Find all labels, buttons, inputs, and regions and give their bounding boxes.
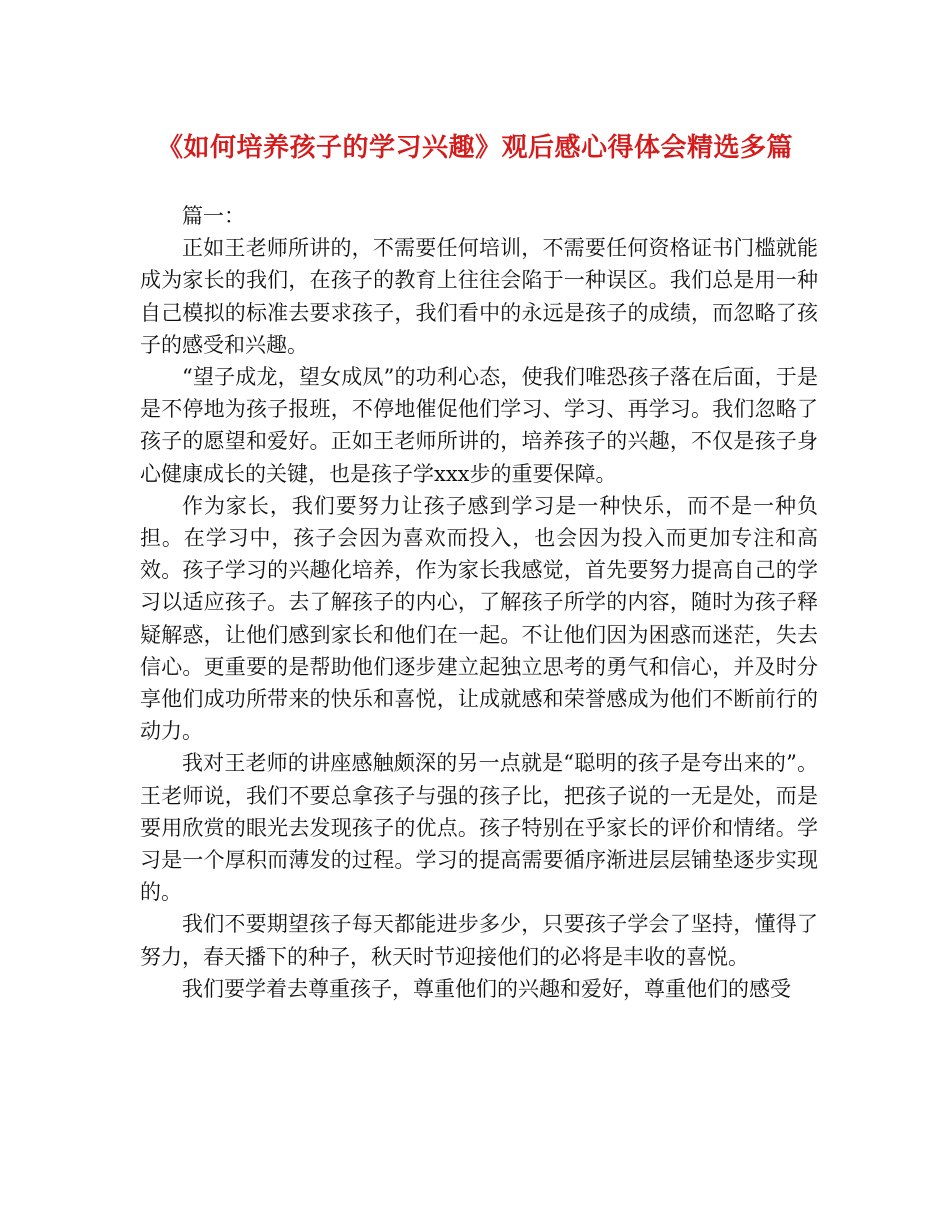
paragraph-6: 我们要学着去尊重孩子，尊重他们的兴趣和爱好，尊重他们的感受: [182, 976, 791, 1001]
document-body: [140, 200, 818, 1005]
paragraph-5: 我们不要期望孩子每天都能进步多少，只要孩子学会了坚持，懂得了努力，春天播下的种子，秋天时节迎接他们的必将是丰收的喜悦。: [140, 912, 818, 969]
document-title: 《如何培养孩子的学习兴趣》观后感心得体会精选多篇: [156, 133, 793, 163]
paragraph-4: 我对王老师的讲座感触颇深的另一点就是“聪明的孩子是夸出来的”。王老师说，我们不要总拿孩子与强的孩子比，把孩子说的一无是处，而是要用欣赏的眼光去发现孩子的优点。孩子特别在乎家长的评价和情绪。学习是一个厚积而薄发的过程。学习的提高需要循序渐进层层铺垫逐步实现的。: [140, 751, 818, 905]
paragraph-2: “望子成龙，望女成凤”的功利心态，使我们唯恐孩子落在后面，于是是不停地为孩子报班，不停地催促他们学习、学习、再学习。我们忽略了孩子的愿望和爱好。正如王老师所讲的，培养孩子的兴趣，不仅是孩子身心健康成长的关键，也是孩子学xxx步的重要保障。: [140, 365, 818, 486]
paragraph-3: 作为家长，我们要努力让孩子感到学习是一种快乐，而不是一种负担。在学习中，孩子会因为喜欢而投入，也会因为投入而更加专注和高效。孩子学习的兴趣化培养，作为家长我感觉，首先要努力提高自己的学习以适应孩子。去了解孩子的内心，了解孩子所学的内容，随时为孩子释疑解惑，让他们感到家长和他们在一起。不让他们因为困惑而迷茫，失去信心。更重要的是帮助他们逐步建立起独立思考的勇气和信心，并及时分享他们成功所带来的快乐和喜悦，让成就感和荣誉感成为他们不断前行的动力。: [140, 493, 818, 744]
section-label: 篇一：: [182, 204, 245, 228]
paragraph-1: 正如王老师所讲的，不需要任何培训，不需要任何资格证书门槛就能成为家长的我们，在孩子的教育上往往会陷于一种误区。我们总是用一种自己模拟的标准去要求孩子，我们看中的永远是孩子的成绩，而忽略了孩子的感受和兴趣。: [140, 236, 818, 357]
